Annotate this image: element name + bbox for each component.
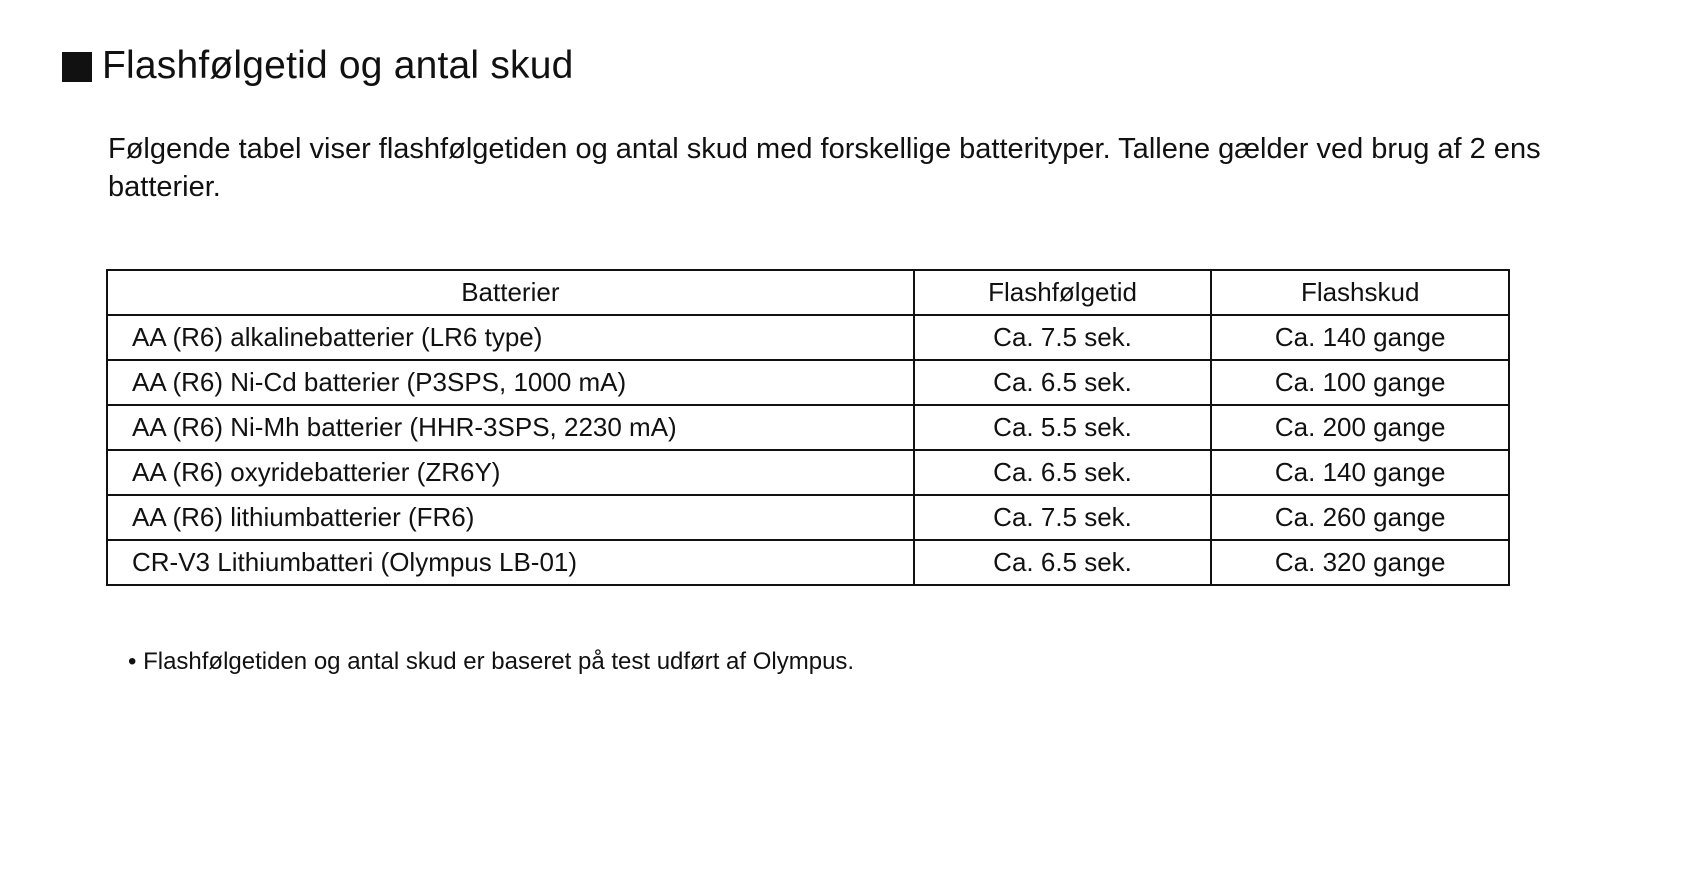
battery-type-cell: AA (R6) lithiumbatterier (FR6) [107,495,914,540]
table-row [107,540,1509,585]
recycle-time-cell: Ca. 5.5 sek. [914,405,1212,450]
table-header-row [107,270,1509,315]
section-title: Flashfølgetid og antal skud [102,44,574,87]
table-row [107,450,1509,495]
recycle-time-cell: Ca. 6.5 sek. [914,360,1212,405]
flash-count-cell: Ca. 100 gange [1211,360,1509,405]
footnote: • Flashfølgetiden og antal skud er baseret på test udført af Olympus. [128,648,855,675]
flash-count-cell: Ca. 140 gange [1211,450,1509,495]
battery-type-cell: AA (R6) oxyridebatterier (ZR6Y) [107,450,914,495]
table-row [107,360,1509,405]
table-row [107,315,1509,360]
black-square-bullet-icon [62,52,92,82]
battery-type-cell: AA (R6) Ni-Cd batterier (P3SPS, 1000 mA) [107,360,914,405]
column-header-recycle-time: Flashfølgetid [914,270,1212,315]
table-row [107,495,1509,540]
column-header-flash-count: Flashskud [1211,270,1509,315]
recycle-time-cell: Ca. 7.5 sek. [914,495,1212,540]
flash-count-cell: Ca. 260 gange [1211,495,1509,540]
flash-count-cell: Ca. 140 gange [1211,315,1509,360]
battery-type-cell: AA (R6) alkalinebatterier (LR6 type) [107,315,914,360]
battery-type-cell: AA (R6) Ni-Mh batterier (HHR-3SPS, 2230 mA) [107,405,914,450]
flash-count-cell: Ca. 200 gange [1211,405,1509,450]
recycle-time-cell: Ca. 6.5 sek. [914,540,1212,585]
section-heading [62,44,574,88]
recycle-time-cell: Ca. 6.5 sek. [914,450,1212,495]
table-row [107,405,1509,450]
recycle-time-cell: Ca. 7.5 sek. [914,315,1212,360]
intro-paragraph: Følgende tabel viser flashfølgetiden og antal skud med forskellige batterityper. Tallene gælder ved brug af 2 ens batterier. [108,133,1541,203]
battery-table [106,269,1510,586]
battery-type-cell: CR-V3 Lithiumbatteri (Olympus LB-01) [107,540,914,585]
flash-count-cell: Ca. 320 gange [1211,540,1509,585]
column-header-battery: Batterier [107,270,914,315]
